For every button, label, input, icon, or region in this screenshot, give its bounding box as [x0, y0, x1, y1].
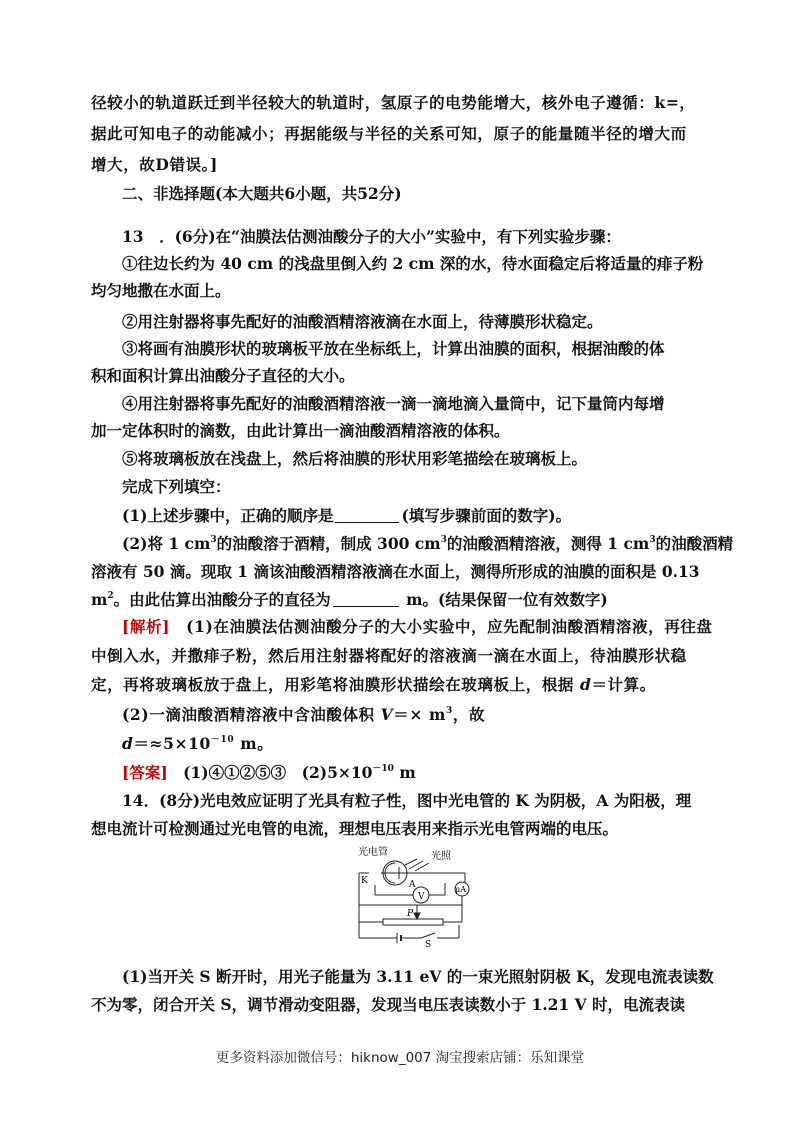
answer-unit: m	[393, 763, 416, 782]
q13-step2: ②用注射器将事先配好的油酸酒精溶液滴在水面上，待薄膜形状稳定。	[122, 312, 603, 331]
q13-sub2-line2: 溶液有 50 滴。现取 1 滴该油酸酒精溶液滴在水面上，测得所形成的油膜的面积是 0.13	[91, 562, 700, 581]
q13-step4-b: 加一定体积时的滴数，由此计算出一滴油酸酒精溶液的体积。	[91, 421, 510, 440]
analysis-tag: [解析]	[122, 617, 171, 636]
q13-sub2-blank	[333, 592, 399, 607]
q13-analysis-line3	[91, 674, 656, 696]
prev-analysis-line1: 径较小的轨道跃迁到半径较大的轨道时，氢原子的电势能增大，核外电子遵循：k=，	[91, 93, 696, 112]
var-v: V	[380, 705, 394, 724]
q13-step3-b: 积和面积计算出油酸分子直径的大小。	[91, 366, 355, 385]
analysis-text-1: (1)在油膜法估测油酸分子的大小实验中，应先配制油酸酒精溶液，再往盘	[170, 617, 713, 636]
q13-sub2-text-d: 的油酸酒精	[655, 534, 734, 553]
q13-stem: 13 ．(6分)在“油膜法估测油酸分子的大小”实验中，有下列实验步骤：	[122, 227, 621, 246]
section-title: 二、非选择题(本大题共6小题，共52分)	[122, 184, 402, 203]
superscript-2: 2	[107, 591, 114, 601]
var-d: d	[580, 675, 592, 694]
q13-sub1-post: (填写步骤前面的数字)。	[401, 506, 572, 525]
superscript-3: 3	[210, 535, 217, 545]
q13-step1-b: 均匀地撒在水面上。	[91, 281, 231, 300]
q13-sub1-blank	[335, 508, 399, 523]
q13-analysis-line2: 中倒入水，并撒痱子粉，然后用注射器将配好的溶液滴一滴在水面上，待油膜形状稳	[91, 646, 687, 665]
prev-analysis-line3: 增大，故D错误。]	[91, 155, 218, 174]
analysis-text-3a: 定，再将玻璃板放于盘上，用彩笔将油膜形状描绘在玻璃板上，根据	[91, 675, 580, 694]
photoelectric-circuit-diagram	[355, 843, 475, 953]
q13-step5: ⑤将玻璃板放在浅盘上，然后将油膜的形状用彩笔描绘在玻璃板上。	[122, 449, 588, 468]
superscript-3: 3	[440, 535, 447, 545]
q13-step1-a: ①往边长约为 40 cm 的浅盘里倒入约 2 cm 深的水，待水面稳定后将适量的痱子粉	[122, 254, 704, 273]
superscript-3: 3	[649, 535, 656, 545]
superscript-3: 3	[445, 706, 453, 716]
q14-stem-a: 14．(8分)光电效应证明了光具有粒子性，图中光电管的 K 为阴极，A 为阳极，理	[122, 791, 692, 810]
analysis-text-4b: ＝× m	[393, 705, 446, 724]
footer-note: 更多资料添加微信号：hiknow_007 淘宝搜索店铺：乐知课堂	[215, 1050, 585, 1066]
q13-sub1	[122, 505, 571, 527]
anode-label: A	[409, 880, 416, 890]
q13-analysis-line1	[122, 616, 713, 638]
q13-step3-a: ③将画有油膜形状的玻璃板平放在坐标纸上，计算出油膜的面积，根据油酸的体	[122, 339, 665, 358]
analysis-text-4a: (2)一滴油酸酒精溶液中含油酸体积	[122, 705, 381, 724]
q13-sub2-line3	[91, 589, 608, 611]
analysis-text-5a: ＝≈5×10	[133, 734, 211, 753]
cathode-label: K	[361, 876, 368, 886]
q13-sub2-line1	[122, 533, 733, 555]
q13-sub2-text-f: m。(结果保留一位有效数字)	[400, 590, 608, 609]
q14-sub1-b: 不为零，闭合开关 S，调节滑动变阻器，发现当电压表读数小于 1.21 V 时，电流表读	[91, 995, 686, 1014]
light-label: 光照	[431, 851, 451, 862]
slider-label: P	[407, 909, 414, 919]
tube-label: 光电管	[358, 847, 388, 858]
q13-fill-prompt: 完成下列填空：	[122, 477, 231, 496]
prev-analysis-line2: 据此可知电子的动能减小；再据能级与半径的关系可知，原子的能量随半径的增大而	[91, 124, 687, 143]
q13-sub2-text-a: (2)将 1 cm	[122, 534, 211, 553]
q13-analysis-line5	[122, 733, 273, 755]
q13-sub2-text-e: 。由此估算出油酸分子的直径为	[113, 590, 331, 609]
microammeter-label: μA	[455, 885, 466, 894]
q14-stem-b: 想电流计可检测通过光电管的电流，理想电压表用来指示光电管两端的电压。	[91, 819, 619, 838]
q13-analysis-line4	[122, 704, 485, 726]
q14-sub1-a: (1)当开关 S 断开时，用光子能量为 3.11 eV 的一束光照射阴极 K，发现电流表读数	[122, 967, 714, 986]
analysis-text-5b: m。	[234, 734, 274, 753]
answer-text: (1)④①②⑤③ (2)5×10	[167, 763, 373, 782]
analysis-text-4c: ，故	[452, 705, 486, 724]
switch-label: S	[425, 940, 432, 950]
q13-answer	[122, 762, 416, 784]
q13-sub2-text-b: 的油酸溶于酒精，制成 300 cm	[216, 534, 441, 553]
q13-sub1-pre: (1)上述步骤中，正确的顺序是	[122, 506, 334, 525]
voltmeter-label: V	[418, 892, 425, 902]
q13-sub2-text-c: 的油酸酒精溶液，测得 1 cm	[446, 534, 650, 553]
exponent: －10	[210, 735, 235, 745]
q13-step4-a: ④用注射器将事先配好的油酸酒精溶液一滴一滴地滴入量筒中，记下量筒内每增	[122, 394, 665, 413]
exponent: －10	[372, 764, 394, 774]
analysis-text-3b: ＝计算。	[591, 675, 656, 694]
unit-m: m	[91, 590, 108, 609]
var-d: d	[122, 734, 134, 753]
answer-tag: [答案]	[122, 763, 168, 782]
